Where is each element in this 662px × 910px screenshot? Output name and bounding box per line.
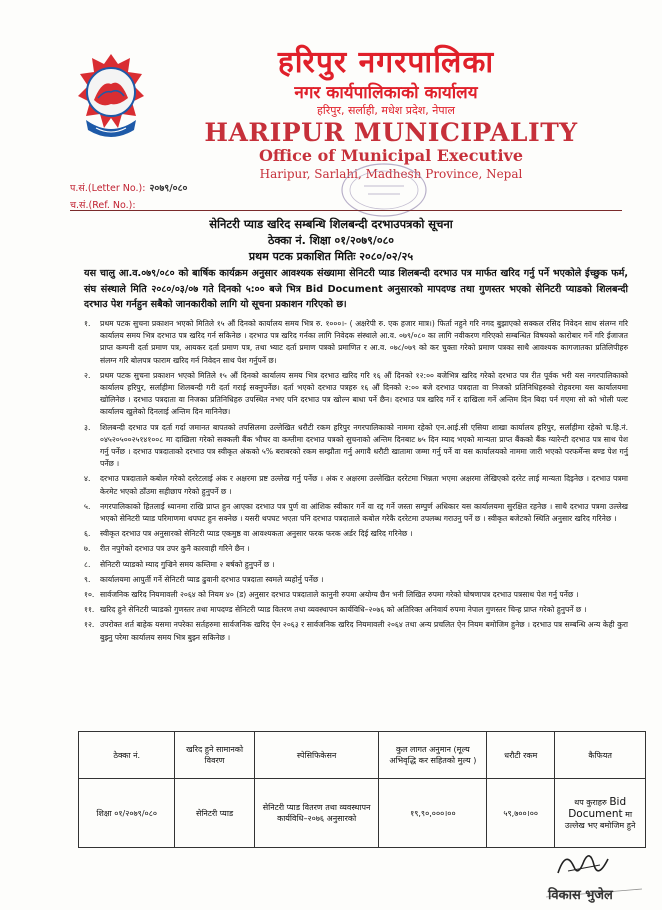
table-row [79, 779, 646, 848]
reference-number: च.सं.(Ref. No.): [70, 200, 136, 211]
list-item: ३. शिलबन्दी दरभाउ पत्र दर्ता गर्दा जमानत बापतको तपसिलमा उल्लेखित धरौटी रकम हरिपुर नगरपालिकाको नाममा रहेको एन.आई.सी एसिया शाखा कार्यालय हरिपुर, सर्लाहीमा रहेको च.हि.नं. ०४५२०५००२५१४१००८ मा दाखिला गरेको सक्कली बैंक भौचर वा कम्तीमा दरभाउ पत्रको सुचनाको अन्तिम दिनबाट ७५ दिन म्याद भएको मान्यता प्राप्त बैंकको बैंक ग्यारेन्टी दरभाउ पत्र साथ पेश गर्नु पर्नेछ । दरभाउ पत्रदाताको दरभाउ पत्र स्वीकृत अंकको ५% बराबरको रकम सम्झौता गर्नु अगावै धरौटी खातामा जम्मा गर्नु पर्ने वा यस कार्यालयको नाममा जारी भएको परफर्मेन्स बण्ड पेश गर्नु पर्नेछ । [84, 422, 628, 469]
table-header-row [79, 732, 646, 779]
letter-number: प.सं.(Letter No.): २०७९/०८० [70, 183, 188, 194]
list-item: १२. उपरोक्त शर्त बाहेक यसमा नपरेका सर्तहरुमा सार्वजनिक खरिद ऐन २०६३ र सार्वजनिक खरिद नियमावली २०६४ तथा अन्य प्रचलित ऐन नियम बमोजिम हुनेछ । दरभाउ पत्र सम्बन्धि अन्य केही कुरा बुझ्नु परेमा कार्यालय समय भित्र बुझ्न सकिनेछ । [84, 620, 628, 642]
nepal-emblem-icon [72, 50, 150, 146]
col-deposit: धरौटी रकम [487, 732, 555, 779]
col-contract-no: ठेक्का नं. [79, 732, 175, 779]
cell-deposit: ५९,७००।०० [487, 779, 555, 848]
list-item: १. प्रथम पटक सुचना प्रकाशन भएको मितिले १५ औं दिनको कार्यालय समय भित्र रु. १०००।- ( अक्षरेपी रु. एक हजार मात्र।) फिर्ता नहुने गरि नगद बुझाएको सक्कल रसिद निवेदन साथ संलग्न गरि कार्यालय समय भित्र दरभाउ पत्र खरिद गर्न सकिनेछ । दरभाउ पत्र खरिद गर्नका लागि निवेदक संस्थाले आ.व. ०७९/०८० का लागि नवीकरण गरिएको सम्बन्धित विषयको कारोबार गर्ने गरि ईजाजत प्राप्त कम्पनी दर्ता प्रमाण पत्र, आयकर दर्ता प्रमाण पत्र, तथा भ्याट दर्ता प्रमाण पत्रको प्रमाणित र आ.व. ०७८/०७९ को कर चुक्ता गरेको प्रमाण पत्रका साथै आवश्यक कागजातका प्रतिलिपीहरु संलग्न गरि बोलपत्र फाराम खरिद गर्न निवेदन साथ पेश गर्नुपर्ने छ। [84, 319, 628, 365]
org-name-en: HARIPUR MUNICIPALITY [204, 118, 578, 147]
cell-remarks: थप कुराहरु Bid Document मा उल्लेख भए बमोजिम हुने [555, 779, 646, 848]
list-item: २. प्रथम पटक सुचना प्रकाशन भएको मितिले १५ औं दिनको कार्यालय समय भित्र दरभाउ खरिद गरि १६ औं दिनको १२:०० बजेभित्र खरिद गरेको दरभाउ पत्र रीत पूर्वक भरी यस नगरपालिकाको कार्यालय हरिपुर, सर्लाहीमा शिलबन्दी गरी दर्ता गराई सक्नुपर्नेछ। दर्ता भएको दरभाउ पत्रहरु १६ औं दिनको २:०० बजे दरभाउ पत्रदाता वा निजको प्रतिनिधिहरुको रोहवरमा यस कार्यालयमा खोलिनेछ । दरभाउ पत्रदाता वा निजका प्रतिनिधिहरु उपस्थित नभए पनि दरभाउ पत्र खोल्न बाधा पर्ने छैन। दरभाउ पत्र खरिद गर्ने र दाखिला गर्ने अन्तिम दिन बिदा पर्न गएमा सो को भोली पल्ट कार्यालय खुलेको दिनलाई अन्तिम दिन मानिनेछ। [84, 370, 628, 417]
cell-cost: १९,९०,०००।०० [379, 779, 487, 848]
col-remarks: कैफियत [555, 732, 646, 779]
list-item: ९. कार्यालयमा आपुर्ती गर्ने सेनिटरी प्याड ढुवानी दरभाउ पत्रदाता स्वमले व्यहोर्नु पर्नेछ । [84, 574, 324, 584]
first-published-date: प्रथम पटक प्रकाशित मितिः २०८०/०२/२५ [248, 250, 414, 263]
col-item: खरिद हुने सामानको विवरण [175, 732, 254, 779]
office-stamp-icon [338, 160, 430, 220]
notice-title: सेनिटरी प्याड खरिद सम्बन्धि शिलबन्दी दरभाउपत्रको सूचना [209, 217, 453, 231]
address-en: Haripur, Sarlahi, Madhesh Province, Nepal [259, 167, 523, 181]
office-name-np: नगर कार्यपालिकाको कार्यालय [294, 83, 478, 103]
list-item: ४. दरभाउ पत्रदाताले कबोल गरेको दररेटलाई अंक र अक्षरमा प्रष्ट उल्लेख गर्नु पर्नेछ । अंक र अक्षरमा उल्लेखित दररेटमा भिन्नता भएमा अक्षरमा लेखिएको दररेट लाई मान्यता दिइनेछ । दरभाउ पत्रमा केरमेट भएको ठाँउमा सहीछाप गरेको हुनुपर्ने छ । [84, 474, 628, 496]
office-name-en: Office of Municipal Executive [258, 146, 524, 165]
list-item: ११. खरिद हुने सेनिटरी प्याडको गुणस्तर तथा मापदण्ड सेनिटरी प्याड वितरण तथा व्यवस्थापन कार्यविधि–२०७६ को अतिरिक्त अनिवार्य रुपमा नेपाल गुणस्तर चिन्ह प्राप्त गरेको हुनुपर्ने छ । [84, 605, 587, 615]
col-cost-estimate: कुल लागत अनुमान (मूल्य अभिवृद्धि कर सहितको मुल्य ) [379, 732, 487, 779]
address-np: हरिपुर, सर्लाही, मधेश प्रदेश, नेपाल [317, 104, 455, 117]
bid-details-table [78, 731, 646, 848]
org-name-np: हरिपुर नगरपालिका [277, 45, 495, 80]
signature-icon [538, 843, 648, 903]
list-item: ६. स्वीकृत दरभाउ पत्र अनुसारको सेनिटरी प्याड एकमुष्ठ वा आवश्यकता अनुसार फरक फरक अर्डर दिई खरिद गरिनेछ । [84, 529, 413, 539]
list-item: १०. सार्वजनिक खरिद नियमावली २०६४ को नियम ४० (ड) अनुसार दरभाउ पत्रदाताले कानुनी रुपमा अयोग्य छैन भनी लिखित रुपमा गरेको घोषणापत्र दरभाउ पत्रसाथ पेश गर्नु पर्नेछ । [84, 590, 579, 600]
cell-contract: शिक्षा ०१/२०७९/०८० [79, 779, 175, 848]
svg-text:विकास भुजेल: विकास भुजेल [548, 888, 613, 903]
header-divider [70, 210, 622, 211]
col-specification: स्पेसिफिकेसन [254, 732, 379, 779]
terms-list [84, 318, 628, 647]
list-item: ७. रीत नपुगेको दरभाउ पत्र उपर कुनै कारवाही गरिने छैन । [84, 544, 250, 554]
list-item: ५. नगरपालिकाको हितलाई ध्यानमा राखि प्राप्त हुन आएका दरभाउ पत्र पुर्ण वा आंशिक स्वीकार गर्ने वा रद्द गर्ने जस्ता सम्पुर्ण अधिकार यस कार्यालयमा सुरक्षित रहनेछ । साथै दरभाउ पत्रमा उल्लेख भएको सेनिटरी प्याड परिमाणमा थपघट हुन सक्नेछ । यसरी थपघट भएता पनि दरभाउ पत्रदाताले कबोल गरेकै दररेटमा उपलब्ध गराउनु पर्ने छ । स्वीकृत बजेटको स्थिति अनुसार खरिद गरिनेछ । [84, 501, 628, 524]
cell-spec: सेनिटरी प्याड वितरण तथा व्यवस्थापन कार्यविधि–२०७६ अनुसारको [254, 779, 379, 848]
intro-paragraph: यस चालु आ.व.०७९/०८० को बार्षिक कार्यक्रम अनुसार आवश्यक संख्यामा सेनिटरी प्याड शिलबन्दी दरभाउ पत्र मार्फत खरिद गर्नु पर्ने भएकोले ईच्छुक फर्म, संघ संस्थाले मिति २०८०/०३/०७ गते दिनको ५:०० बजे भित्र Bid Document अनुसारको मापदण्ड तथा गुणस्तर भएको सेनिटरी प्याडको शिलबन्दी दरभाउ पेश गर्नहुन सबैको जानकारीको लागि यो सूचना प्रकाशन गरिएको छ। [84, 268, 628, 310]
contract-number: ठेक्का नं. शिक्षा ०१/२०७९/०८० [267, 234, 395, 247]
list-item: ८. सेनिटरी प्याडको म्याद गुज्रिने समय कम्तिमा २ बर्षको हुनुपर्ने छ । [84, 559, 275, 569]
cell-item: सेनिटरी प्याड [175, 779, 254, 848]
